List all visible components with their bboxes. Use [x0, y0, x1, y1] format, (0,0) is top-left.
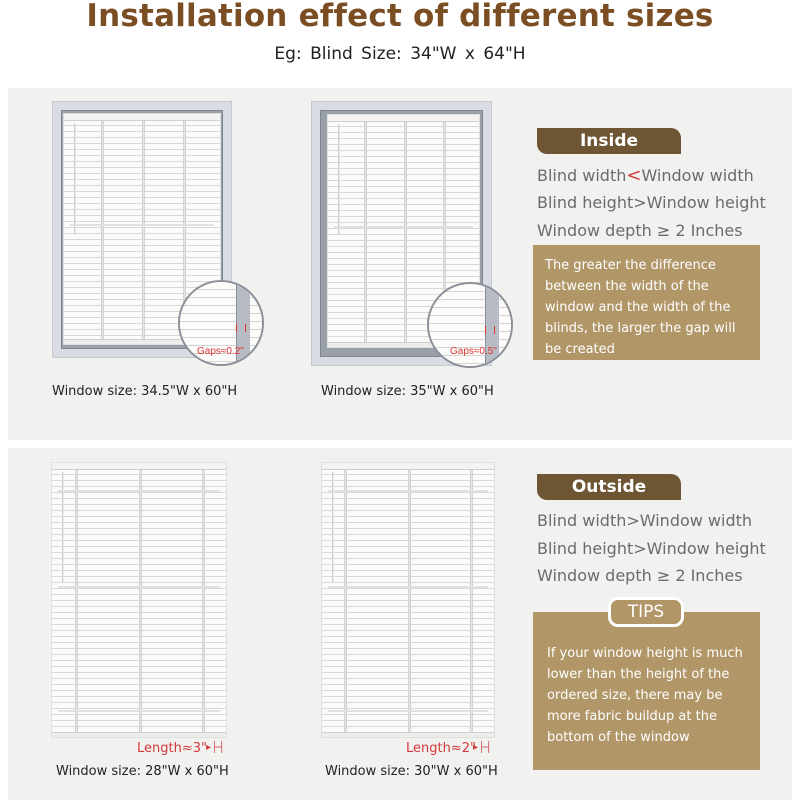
blind-outside-2 [321, 462, 495, 738]
arrow-bracket-icon: ▸├┤ [206, 742, 226, 753]
arrow-bracket-icon: ▸├┤ [473, 742, 493, 753]
window-size-caption-outside-2: Window size: 30"W x 60"H [325, 764, 498, 779]
page-subtitle: Eg: Blind Size: 34"W x 64"H [274, 44, 526, 64]
length-label-outside-1: Length≈3" [137, 741, 207, 756]
gap-label-inside-1: Gaps≈0.2" [197, 346, 244, 357]
blind-outside-1 [51, 462, 227, 738]
inside-rule-width: Blind width<Window width [537, 165, 754, 186]
outside-tips-note: If your window height is much lower than the height of the ordered size, there may be more fabric buildup at the bottom of the window [533, 612, 760, 770]
outside-rule-height: Blind height>Window height [537, 539, 766, 558]
less-than-symbol: < [626, 165, 642, 186]
inside-label: Inside [537, 128, 681, 154]
window-size-caption-outside-1: Window size: 28"W x 60"H [56, 764, 229, 779]
window-size-caption-inside-1: Window size: 34.5"W x 60"H [52, 384, 238, 399]
inside-rule-height: Blind height>Window height [537, 193, 766, 212]
window-size-caption-inside-2: Window size: 35"W x 60"H [321, 384, 494, 399]
inside-rule-depth: Window depth ≥ 2 Inches [537, 221, 743, 240]
outside-rule-depth: Window depth ≥ 2 Inches [537, 566, 743, 585]
page-title: Installation effect of different sizes [86, 0, 714, 34]
outside-rule-width: Blind width>Window width [537, 511, 753, 530]
tips-badge: TIPS [608, 597, 684, 627]
inside-gap-note: The greater the difference between the width of the window and the width of the blinds, the larger the gap will be created [533, 245, 760, 360]
length-label-outside-2: Length≈2" [406, 741, 476, 756]
gap-label-inside-2: Gaps≈0.5" [450, 346, 497, 357]
outside-label: Outside [537, 474, 681, 500]
